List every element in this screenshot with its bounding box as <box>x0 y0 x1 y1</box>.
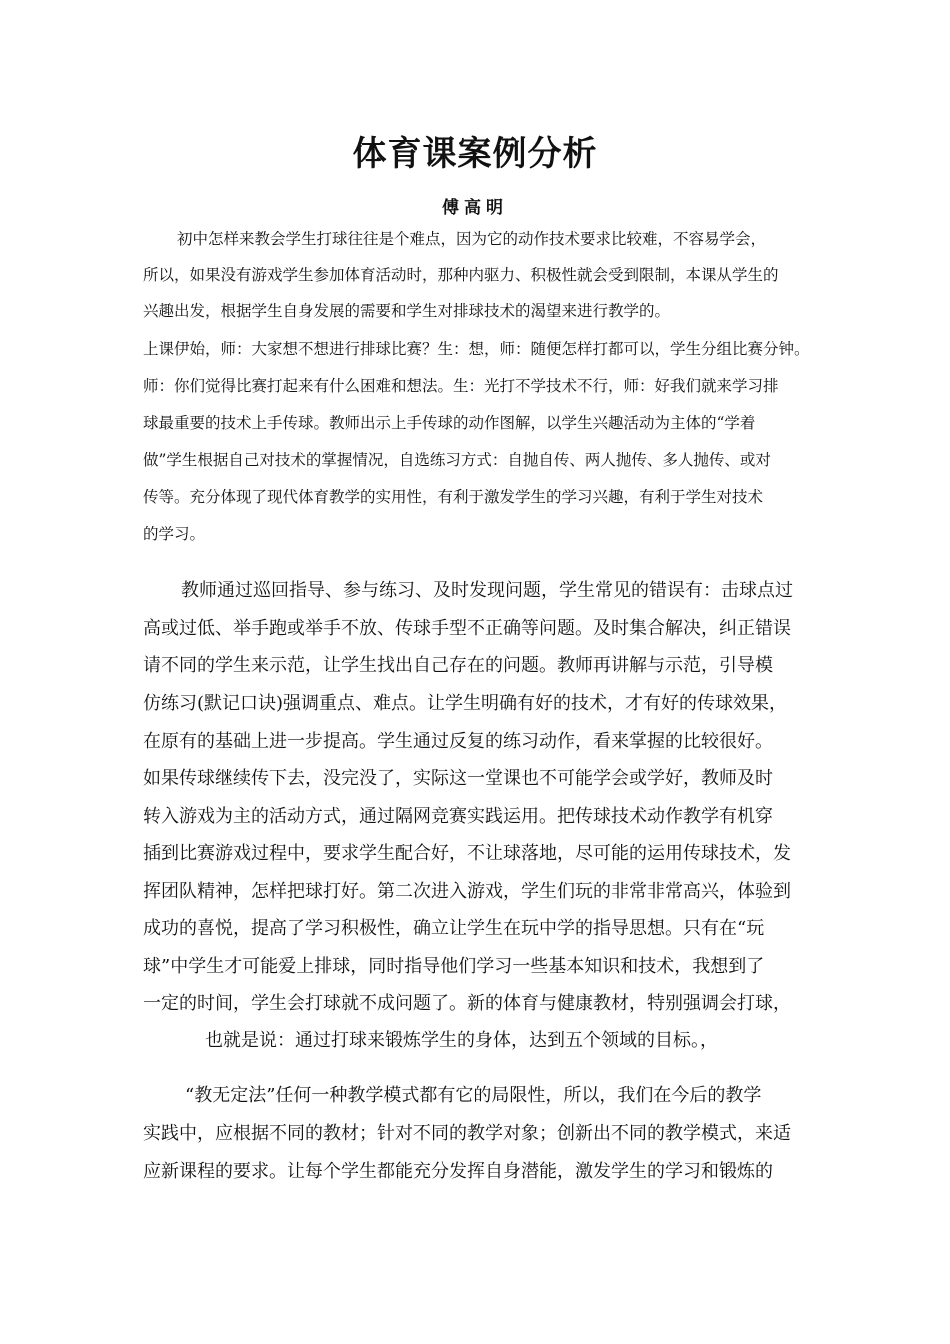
paragraph-2-line: 师：你们觉得比赛打起来有什么困难和想法。生：光打不学技术不行，师：好我们就来学习排 <box>143 377 779 395</box>
document-title: 体育课案例分析 <box>352 134 598 174</box>
paragraph-3-line: 挥团队精神，怎样把球打好。第二次进入游戏，学生们玩的非常非常高兴，体验到 <box>143 881 791 902</box>
paragraph-3-line: 球”中学生才可能爱上排球，同时指导他们学习一些基本知识和技术，我想到了 <box>143 956 765 977</box>
paragraph-3-line: 请不同的学生来示范，让学生找出自己存在的问题。教师再讲解与示范，引导模 <box>143 655 773 676</box>
paragraph-3-line: 在原有的基础上进一步提高。学生通过反复的练习动作，看来掌握的比较很好。 <box>143 731 773 752</box>
paragraph-3-line: 转入游戏为主的活动方式，通过隔网竞赛实践运用。把传球技术动作教学有机穿 <box>143 806 773 827</box>
paragraph-2-line: 的学习。 <box>143 525 206 543</box>
paragraph-3-line: 一定的时间，学生会打球就不成问题了。新的体育与健康教材，特别强调会打球， <box>143 993 791 1014</box>
paragraph-3-line: 成功的喜悦，提高了学习积极性，确立让学生在玩中学的指导思想。只有在“玩 <box>143 918 765 939</box>
paragraph-3-line: 如果传球继续传下去，没完没了，实际这一堂课也不可能学会或学好，教师及时 <box>143 768 773 789</box>
paragraph-3-line: 高或过低、举手跑或举手不放、传球手型不正确等问题。及时集合解决，纠正错误 <box>143 618 791 639</box>
paragraph-4-line: “教无定法”任何一种教学模式都有它的局限性，所以，我们在今后的教学 <box>185 1085 762 1106</box>
paragraph-2-line: 上课伊始，师：大家想不想进行排球比赛？生：想，师：随便怎样打都可以，学生分组比赛分钟。 <box>143 340 810 358</box>
paragraph-1-line: 所以，如果没有游戏学生参加体育活动时，那种内驱力、积极性就会受到限制，本课从学生的 <box>143 266 779 284</box>
author-name: 傅高明 <box>442 198 508 218</box>
paragraph-2-line: 做”学生根据自己对技术的掌握情况，自选练习方式：自抛自传、两人抛传、多人抛传、或对 <box>143 451 771 469</box>
paragraph-3-line: 也就是说：通过打球来锻炼学生的身体，达到五个领域的目标。， <box>205 1030 718 1051</box>
paragraph-3-line: 教师通过巡回指导、参与练习、及时发现问题，学生常见的错误有：击球点过 <box>181 580 793 601</box>
paragraph-3-line: 插到比赛游戏过程中，要求学生配合好，不让球落地，尽可能的运用传球技术，发 <box>143 843 791 864</box>
paragraph-1-line: 兴趣出发，根据学生自身发展的需要和学生对排球技术的渴望来进行教学的。 <box>143 302 671 320</box>
paragraph-2-line: 传等。充分体现了现代体育教学的实用性，有利于激发学生的学习兴趣，有利于学生对技术 <box>143 488 764 506</box>
paragraph-4-line: 实践中，应根据不同的教材；针对不同的教学对象；创新出不同的教学模式，来适 <box>143 1123 791 1144</box>
paragraph-4-line: 应新课程的要求。让每个学生都能充分发挥自身潜能，激发学生的学习和锻炼的 <box>143 1161 773 1182</box>
paragraph-1-line: 初中怎样来教会学生打球往往是个难点，因为它的动作技术要求比较难，不容易学会， <box>177 230 767 248</box>
paragraph-3-line: 仿练习(默记口诀)强调重点、难点。让学生明确有好的技术，才有好的传球效果， <box>143 693 788 714</box>
paragraph-2-line: 球最重要的技术上手传球。教师出示上手传球的动作图解，以学生兴趣活动为主体的“学着 <box>143 414 756 432</box>
